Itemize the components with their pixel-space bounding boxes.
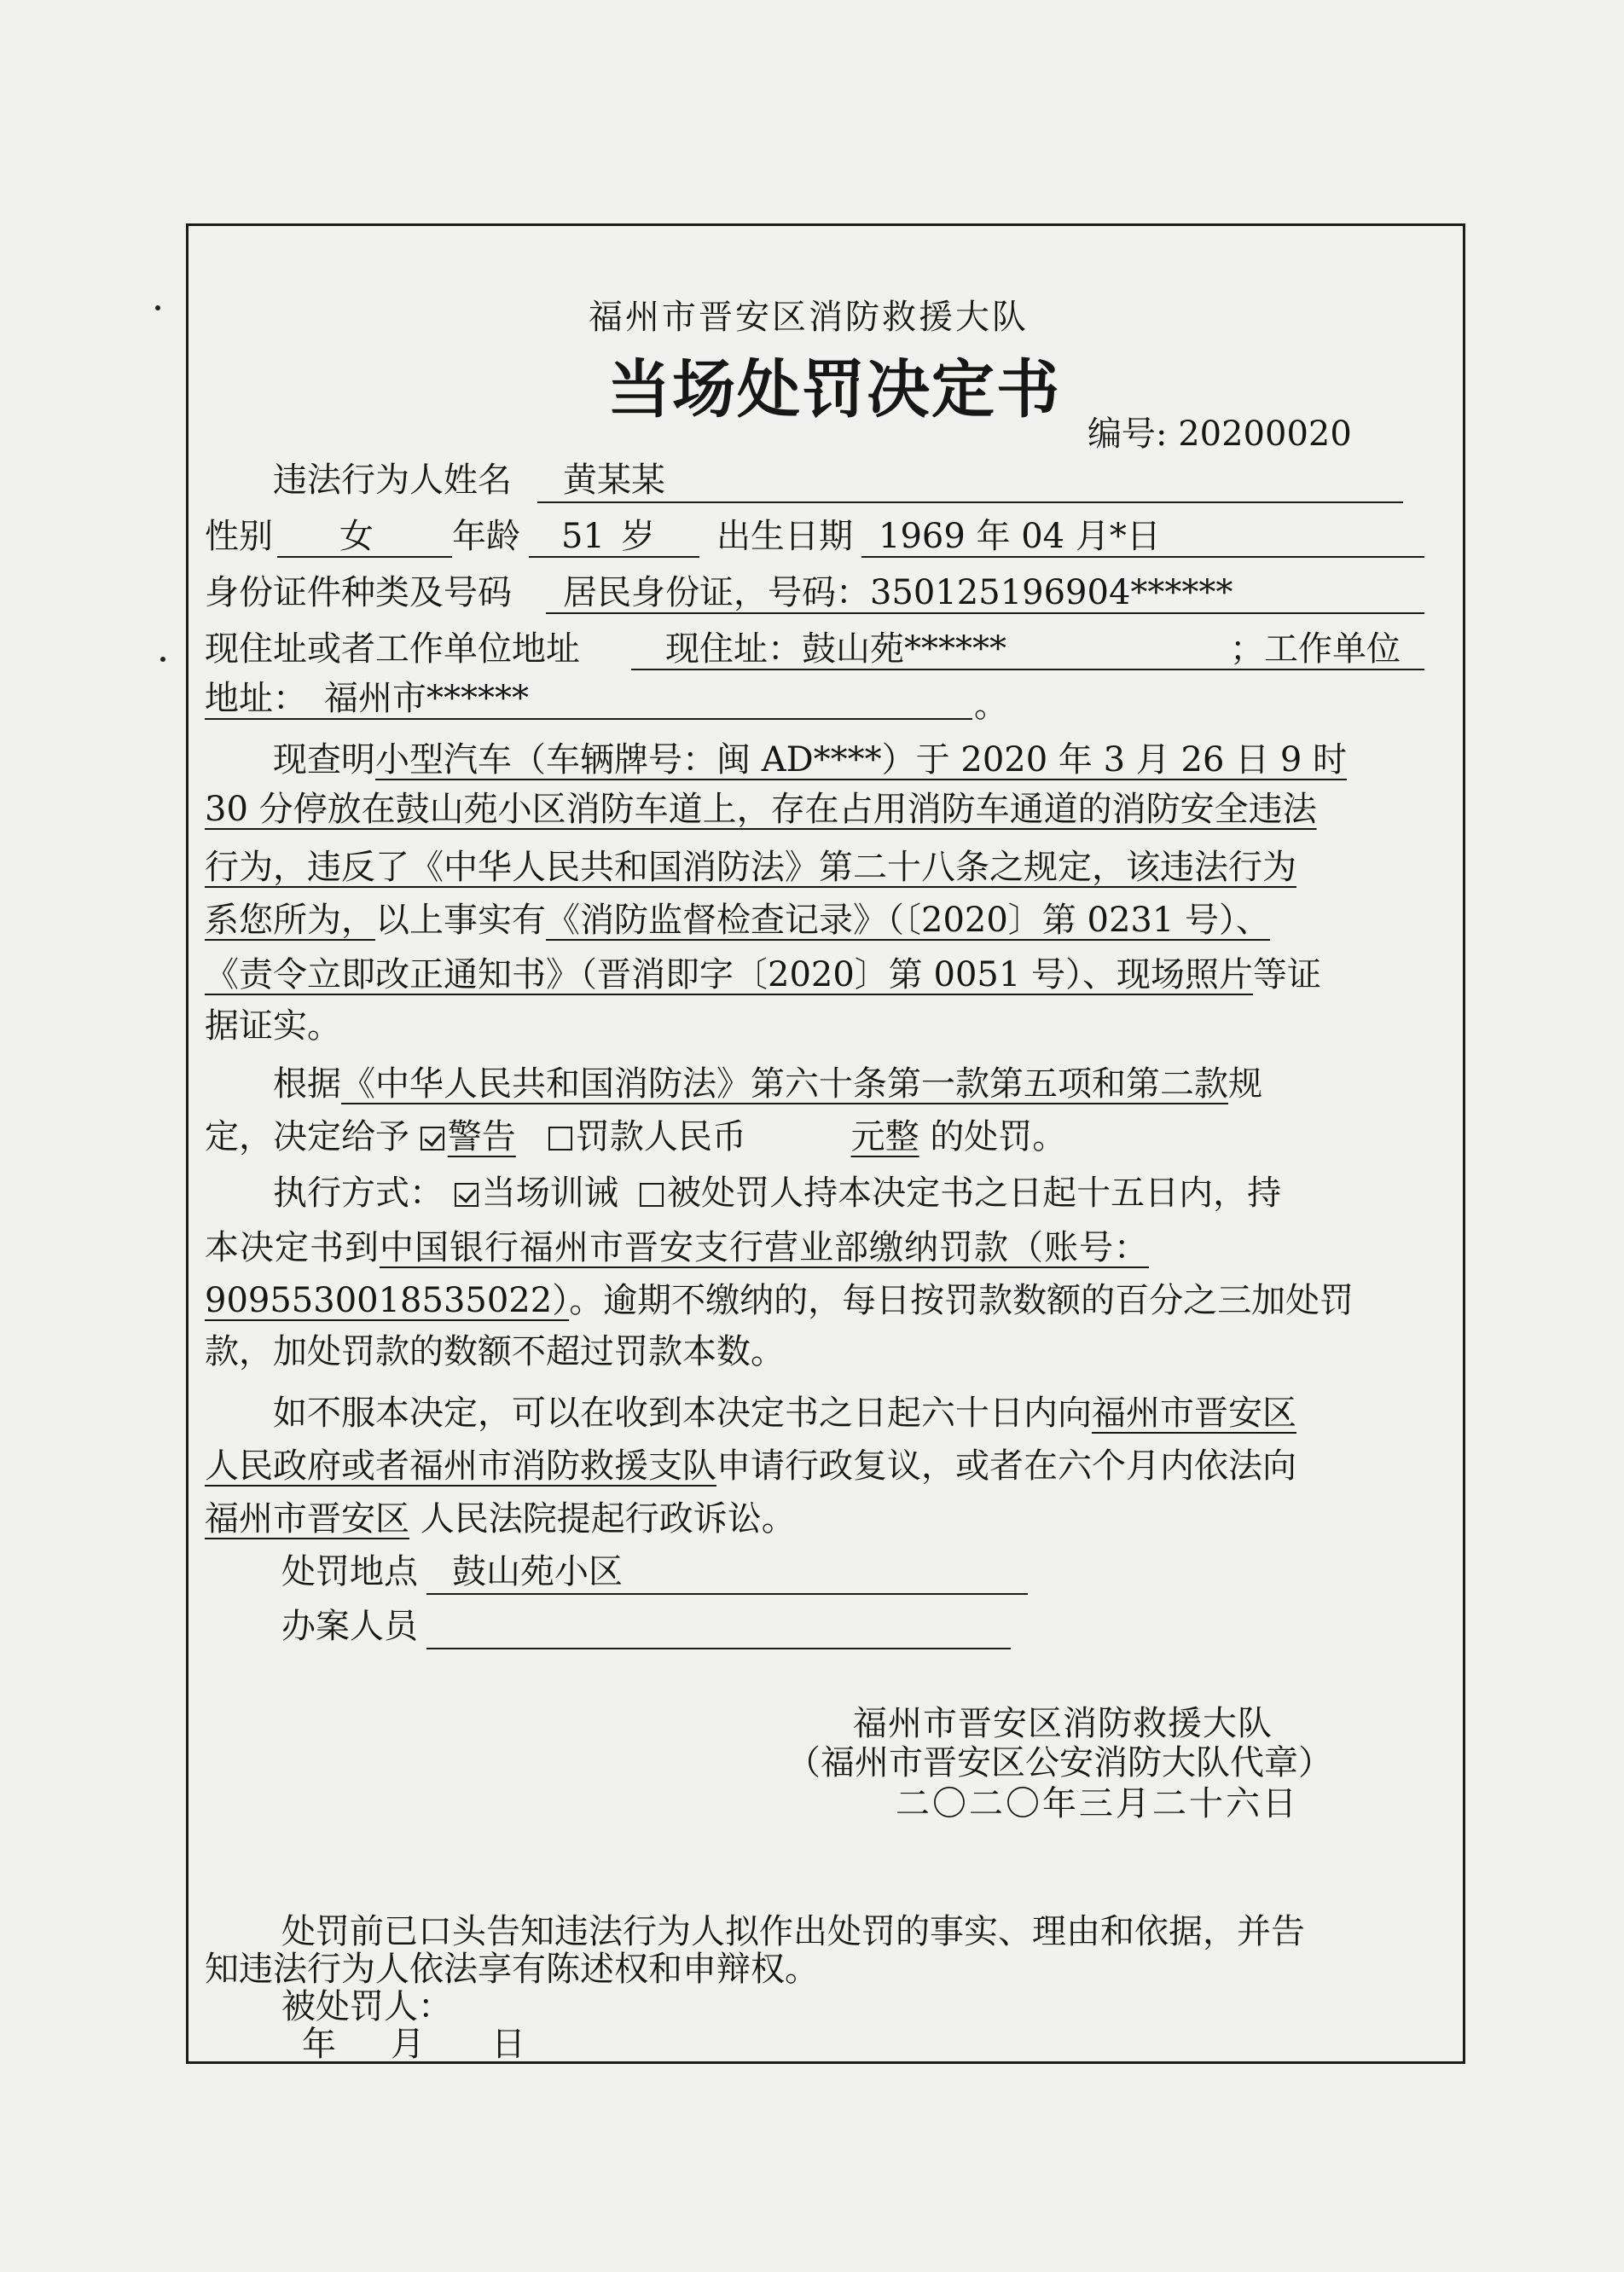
facts-line-2: 30 分停放在鼓山苑小区消防车道上，存在占用消防车通道的消防安全违法 [205, 790, 1317, 829]
number-label: 编号: [1088, 414, 1168, 454]
age-value: 51 [561, 517, 605, 556]
facts-line-1 [273, 737, 1347, 783]
place-underline [426, 1593, 1028, 1595]
fine-unit: 元整 [850, 1117, 919, 1156]
document-number [1088, 411, 1352, 457]
gender-underline [277, 556, 452, 558]
appeal-text-3: 人民法院提起行政诉讼。 [420, 1499, 796, 1539]
facts-attribution-2: 系您所为， [205, 901, 375, 940]
id-underline [546, 612, 1424, 614]
signature-seal-note: （福州市晋安区公安消防大队代章） [786, 1743, 1332, 1782]
place-label: 处罚地点 [281, 1552, 418, 1591]
recipient-label: 被处罚人： [281, 1987, 452, 2026]
officer-underline [426, 1648, 1011, 1649]
name-underline [537, 501, 1403, 503]
payment-label: 被处罚人持本决定书之日起十五日内，持 [667, 1174, 1282, 1213]
late-penalty: 。逾期不缴纳的，每日按罚款数额的百分之三加处罚 [569, 1281, 1354, 1320]
id-label: 身份证件种类及号码 [205, 573, 512, 612]
facts-line-3 [205, 844, 1296, 890]
recipient-year: 年 [302, 2025, 336, 2064]
decision-tail: 的处罚。 [930, 1117, 1067, 1156]
facts-evidence-1: 《消防监督检查记录》（〔2020〕第 0231 号）、 [546, 901, 1271, 940]
birth-underline [861, 556, 1424, 558]
execution-line-4: 款，加处罚款的数额不超过罚款本数。 [205, 1332, 785, 1371]
age-underline [529, 556, 699, 558]
facts-evidence-tail: 等证 [1253, 955, 1322, 994]
facts-line-4 [205, 897, 1270, 943]
facts-vehicle: 小型汽车（车辆牌号：闽 AD****）于 2020 年 3 月 26 日 9 时 [375, 740, 1347, 780]
agency-header: 福州市晋安区消防救援大队 [589, 298, 1029, 337]
appeal-gov: 福州市晋安区 [1092, 1394, 1296, 1433]
gender-value: 女 [339, 517, 374, 556]
gender-label: 性别 [205, 517, 273, 556]
basis-prefix: 根据 [273, 1064, 341, 1104]
number-value: 20200020 [1178, 414, 1352, 454]
bank-account: 9095530018535022） [205, 1281, 570, 1320]
basis-line-2 [205, 1114, 1066, 1160]
scan-dot [155, 305, 160, 310]
address-underline [631, 669, 1424, 670]
appeal-court: 福州市晋安区 [205, 1499, 409, 1539]
payment-checkbox[interactable] [640, 1183, 664, 1207]
facts-line-5 [205, 952, 1321, 998]
recipient-month: 月 [391, 2025, 425, 2064]
warning-checkbox[interactable] [420, 1127, 444, 1150]
work-underline [205, 718, 972, 720]
name-value: 黄某某 [563, 461, 665, 500]
execution-label: 执行方式： [273, 1174, 444, 1213]
address-end: 。 [974, 686, 1008, 725]
work-label-2: 地址： [205, 679, 307, 718]
execution-line-3 [205, 1278, 1354, 1324]
work-label: ；工作单位 [1230, 629, 1401, 669]
execution-option-1[interactable] [455, 1174, 618, 1213]
fine-option[interactable] [548, 1117, 746, 1156]
appeal-text-1: 如不服本决定，可以在收到本决定书之日起六十日内向 [273, 1394, 1092, 1433]
address-value: 现住址：鼓山苑****** [665, 629, 1006, 669]
officer-label: 办案人员 [281, 1607, 418, 1646]
decision-prefix: 定，决定给予 [205, 1117, 409, 1156]
document-title: 当场处罚决定书 [607, 353, 1061, 426]
name-label: 违法行为人姓名 [273, 461, 512, 500]
fine-checkbox[interactable] [548, 1127, 572, 1150]
signature-agency: 福州市晋安区消防救援大队 [853, 1704, 1273, 1743]
id-value: 居民身份证，号码：350125196904****** [563, 573, 1233, 612]
facts-evidence-2: 《责令立即改正通知书》（晋消即字〔2020〕第 0051 号）、现场照片 [205, 955, 1254, 994]
birth-label: 出生日期 [716, 517, 853, 556]
work-value: 福州市****** [324, 679, 529, 718]
execution-option-2[interactable] [640, 1174, 1281, 1213]
admonish-label: 当场训诫 [481, 1174, 618, 1213]
recipient-day: 日 [491, 2025, 525, 2064]
bank-name: 中国银行福州市晋安支行营业部缴纳罚款（账号： [380, 1228, 1149, 1267]
appeal-line-3 [205, 1496, 796, 1542]
appeal-text-2: 申请行政复议，或者在六个月内依法向 [716, 1446, 1296, 1486]
basis-tail: 规 [1228, 1064, 1262, 1104]
appeal-line-1 [273, 1390, 1296, 1436]
warning-label: 警告 [447, 1117, 516, 1156]
facts-violation: 行为，违反了《中华人民共和国消防法》第二十八条之规定， [205, 848, 1126, 887]
birth-value: 1969 年 04 月*日 [879, 517, 1161, 556]
notice-line-2: 知违法行为人依法享有陈述权和申辩权。 [205, 1950, 819, 1989]
execution-line-2 [205, 1225, 1149, 1271]
warning-option[interactable] [420, 1117, 516, 1156]
facts-evidence-label: 以上事实有 [375, 901, 546, 940]
execution-line-1 [273, 1170, 1281, 1216]
address-label: 现住址或者工作单位地址 [205, 629, 580, 669]
fine-label: 罚款人民币 [575, 1117, 746, 1156]
basis-law: 《中华人民共和国消防法》第六十条第一款第五项和第二款 [341, 1064, 1228, 1104]
appeal-gov-2: 人民政府或者福州市消防救援支队 [205, 1446, 716, 1486]
facts-line-6: 据证实。 [205, 1006, 341, 1046]
execution-prefix: 本决定书到 [205, 1228, 380, 1267]
age-unit: 岁 [621, 517, 655, 556]
scan-dot [160, 657, 165, 662]
signature-date: 二〇二〇年三月二十六日 [896, 1784, 1299, 1823]
facts-prefix: 现查明 [273, 740, 375, 780]
age-label: 年龄 [452, 517, 520, 556]
facts-attribution: 该违法行为 [1126, 848, 1296, 887]
place-value: 鼓山苑小区 [452, 1552, 623, 1591]
admonish-checkbox[interactable] [455, 1183, 478, 1207]
basis-line-1 [273, 1061, 1262, 1107]
appeal-line-2 [205, 1443, 1296, 1489]
notice-line-1: 处罚前已口头告知违法行为人拟作出处罚的事实、理由和依据，并告 [281, 1912, 1305, 1951]
